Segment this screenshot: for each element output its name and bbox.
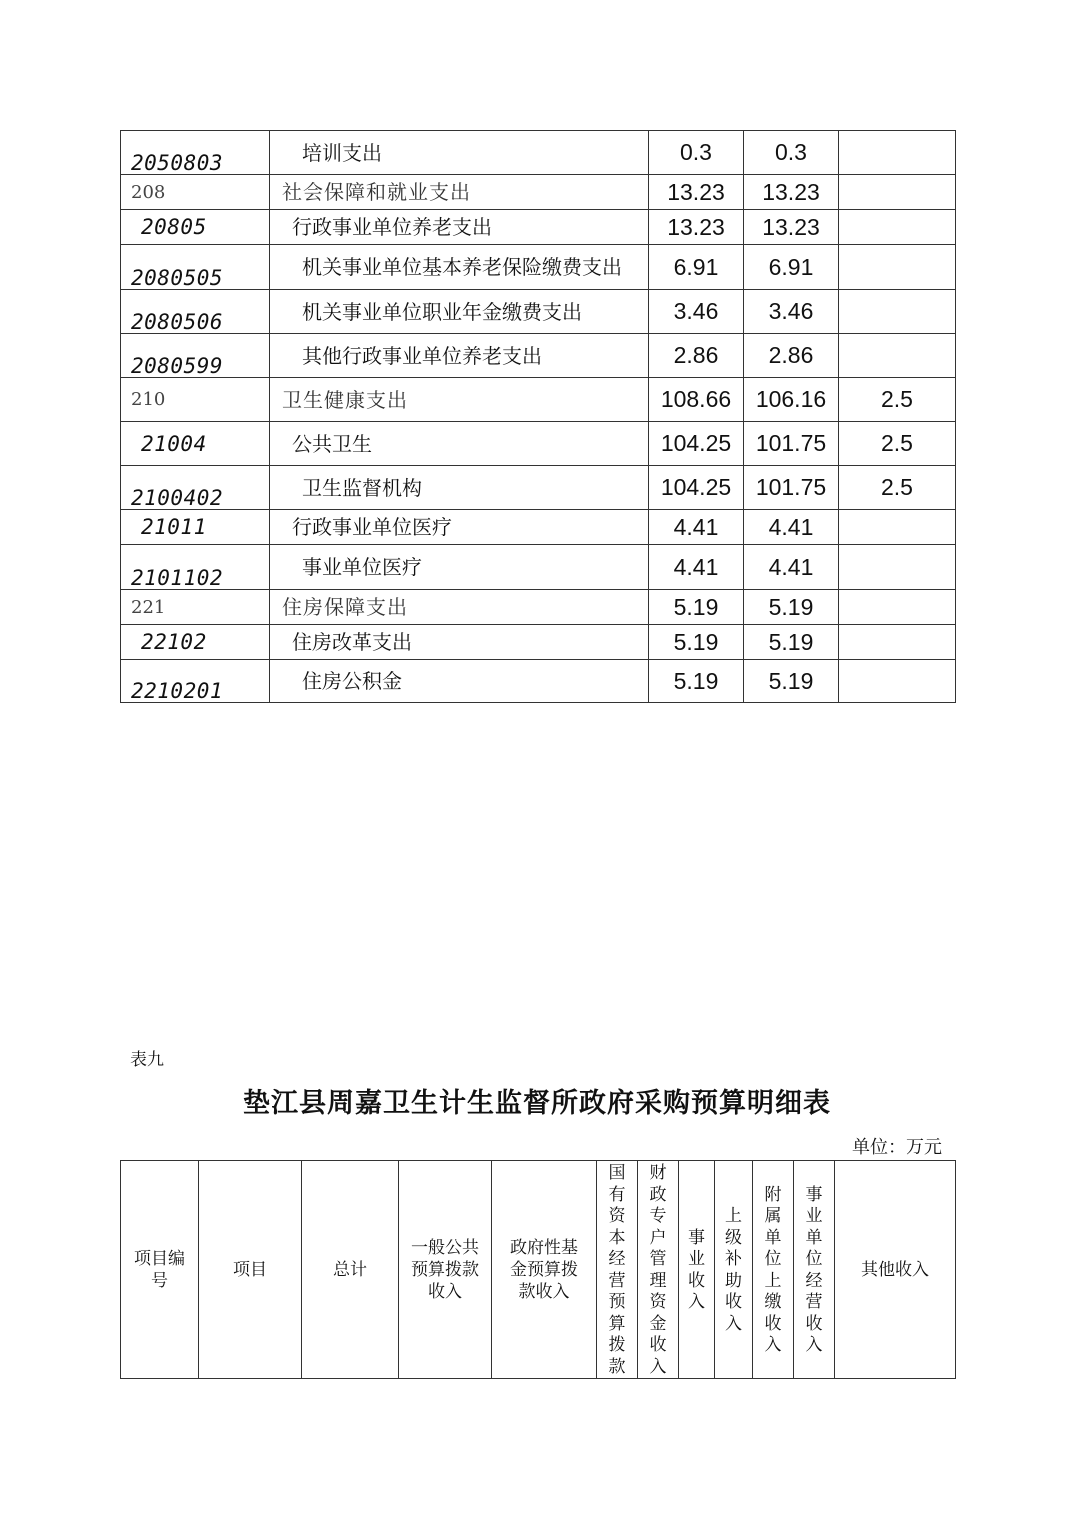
header-business-income [679, 1161, 715, 1379]
row-value-total: 13.23 [649, 175, 744, 210]
row-value-total: 108.66 [649, 378, 744, 422]
table-row [121, 422, 956, 466]
row-name: 住房保障支出 [270, 590, 649, 625]
row-value-basic: 0.3 [744, 131, 839, 175]
table-row [121, 466, 956, 510]
header-subsidy-income-text: 上级补助收入 [725, 1206, 742, 1333]
row-value-total: 6.91 [649, 245, 744, 290]
row-name: 社会保障和就业支出 [270, 175, 649, 210]
row-value-basic: 3.46 [744, 290, 839, 334]
row-code: 210 [121, 378, 270, 422]
row-value-total: 4.41 [649, 545, 744, 590]
row-name: 卫生健康支出 [270, 378, 649, 422]
header-general-budget: 一般公共预算拨款收入 [399, 1161, 492, 1379]
table-row [121, 175, 956, 210]
row-value-project [839, 290, 956, 334]
row-value-project [839, 245, 956, 290]
row-value-basic: 4.41 [744, 545, 839, 590]
unit-label: 单位：万元 [852, 1137, 942, 1158]
row-value-total: 5.19 [649, 660, 744, 703]
row-code: 21011 [121, 510, 270, 545]
budget-table [120, 130, 956, 703]
table-row [121, 590, 956, 625]
row-value-total: 104.25 [649, 422, 744, 466]
row-value-basic: 13.23 [744, 175, 839, 210]
row-value-basic: 106.16 [744, 378, 839, 422]
row-value-project: 2.5 [839, 422, 956, 466]
row-code: 2080505 [121, 245, 270, 290]
row-code: 2080599 [121, 334, 270, 378]
row-value-project [839, 175, 956, 210]
table-row [121, 660, 956, 703]
row-value-basic: 101.75 [744, 422, 839, 466]
row-value-total: 5.19 [649, 590, 744, 625]
row-name: 住房公积金 [270, 660, 649, 703]
row-code: 2210201 [121, 660, 270, 703]
row-name: 事业单位医疗 [270, 545, 649, 590]
header-special-account [638, 1161, 679, 1379]
row-code: 221 [121, 590, 270, 625]
row-code: 2080506 [121, 290, 270, 334]
row-value-project [839, 131, 956, 175]
header-operating-income [794, 1161, 835, 1379]
row-value-project: 2.5 [839, 466, 956, 510]
row-value-total: 0.3 [649, 131, 744, 175]
row-name: 行政事业单位养老支出 [270, 210, 649, 245]
header-business-income-text: 事业收入 [688, 1227, 705, 1311]
row-value-total: 4.41 [649, 510, 744, 545]
header-special-account-text: 财政专户管理资金收入 [649, 1163, 667, 1376]
table-row [121, 545, 956, 590]
row-value-total: 5.19 [649, 625, 744, 660]
row-value-basic: 5.19 [744, 590, 839, 625]
row-name: 机关事业单位职业年金缴费支出 [270, 290, 649, 334]
row-value-basic: 5.19 [744, 625, 839, 660]
header-state-capital [597, 1161, 638, 1379]
table-row [121, 334, 956, 378]
header-code: 项目编号 [121, 1161, 199, 1379]
row-value-total: 2.86 [649, 334, 744, 378]
header-operating-income-text: 事业单位经营收入 [805, 1184, 823, 1354]
header-subsidy-income [715, 1161, 753, 1379]
table-row [121, 131, 956, 175]
row-code: 2101102 [121, 545, 270, 590]
row-value-project [839, 510, 956, 545]
table-row [121, 378, 956, 422]
row-value-project [839, 625, 956, 660]
row-code: 22102 [121, 625, 270, 660]
row-value-project [839, 545, 956, 590]
row-code: 2050803 [121, 131, 270, 175]
row-name: 培训支出 [270, 131, 649, 175]
row-value-basic: 6.91 [744, 245, 839, 290]
header-affiliated-income [753, 1161, 794, 1379]
row-value-basic: 13.23 [744, 210, 839, 245]
row-value-total: 3.46 [649, 290, 744, 334]
row-value-project: 2.5 [839, 378, 956, 422]
table-row [121, 290, 956, 334]
page-title: 垫江县周嘉卫生计生监督所政府采购预算明细表 [243, 1088, 831, 1119]
row-value-total: 13.23 [649, 210, 744, 245]
table-row [121, 210, 956, 245]
header-state-capital-text: 国有资本经营预算拨款 [608, 1163, 626, 1376]
row-name: 其他行政事业单位养老支出 [270, 334, 649, 378]
row-value-basic: 4.41 [744, 510, 839, 545]
row-value-project [839, 590, 956, 625]
row-code: 21004 [121, 422, 270, 466]
table-row [121, 510, 956, 545]
row-code: 20805 [121, 210, 270, 245]
row-value-project [839, 334, 956, 378]
row-value-project [839, 660, 956, 703]
row-name: 住房改革支出 [270, 625, 649, 660]
row-name: 行政事业单位医疗 [270, 510, 649, 545]
row-value-total: 104.25 [649, 466, 744, 510]
row-code: 208 [121, 175, 270, 210]
row-value-basic: 101.75 [744, 466, 839, 510]
row-name: 机关事业单位基本养老保险缴费支出 [270, 245, 649, 290]
row-code: 2100402 [121, 466, 270, 510]
header-affiliated-income-text: 附属单位上缴收入 [764, 1184, 782, 1354]
row-name: 公共卫生 [270, 422, 649, 466]
row-value-project [839, 210, 956, 245]
table-row [121, 245, 956, 290]
table-number-label: 表九 [130, 1050, 164, 1070]
row-value-basic: 5.19 [744, 660, 839, 703]
procurement-table [120, 1160, 956, 1379]
table-row [121, 625, 956, 660]
header-other-income: 其他收入 [835, 1161, 956, 1379]
header-gov-fund: 政府性基金预算拨款收入 [492, 1161, 597, 1379]
row-value-basic: 2.86 [744, 334, 839, 378]
header-item: 项目 [199, 1161, 302, 1379]
row-name: 卫生监督机构 [270, 466, 649, 510]
header-total: 总计 [302, 1161, 399, 1379]
